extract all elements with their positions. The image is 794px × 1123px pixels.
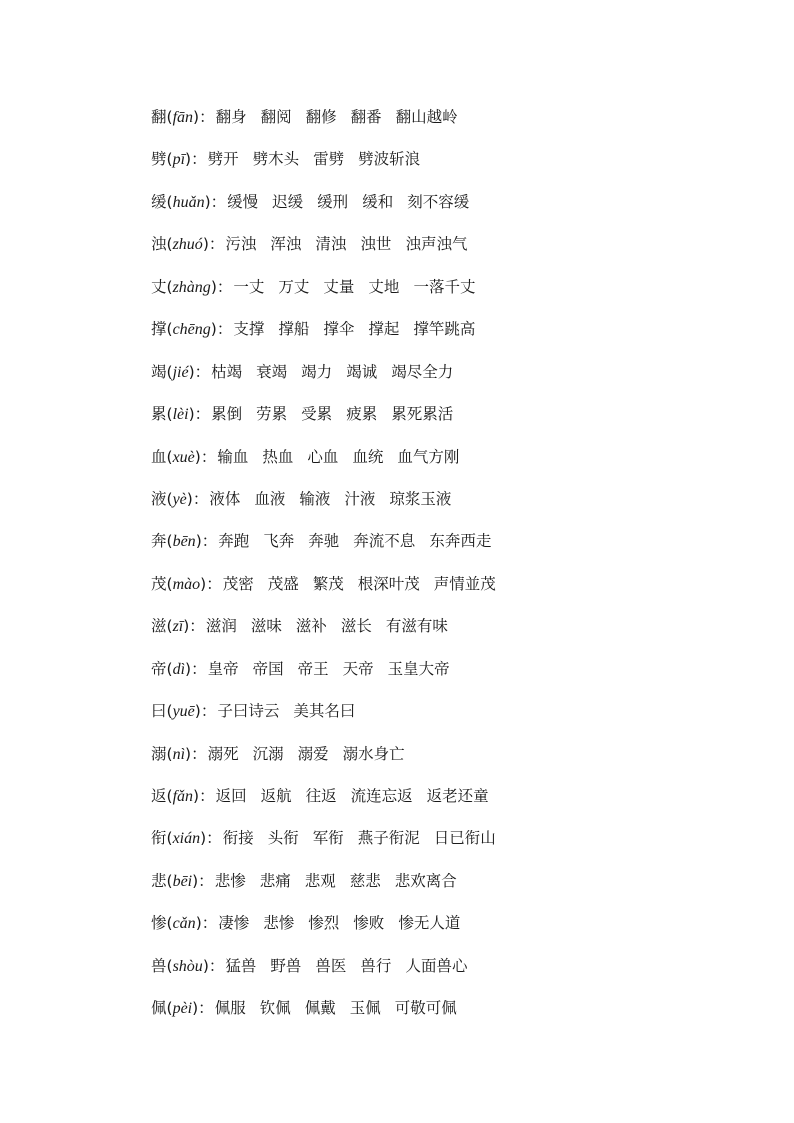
- entry-character: 撑: [151, 320, 167, 339]
- example-word: 支撑: [233, 320, 265, 339]
- example-word: 竭诚: [346, 362, 378, 381]
- example-word: 浊声浊气: [405, 235, 468, 254]
- example-word: 劈木头: [252, 150, 300, 169]
- pinyin-open-paren: (: [166, 914, 173, 933]
- pinyin-open-paren: (: [166, 108, 173, 126]
- entry-character: 奔: [151, 532, 167, 551]
- entry-character: 血: [151, 447, 167, 466]
- entry-character: 液: [151, 489, 167, 508]
- entry-pinyin: lèi: [172, 406, 189, 424]
- pinyin-close-paren: )：: [185, 150, 207, 169]
- example-word: 返回: [215, 787, 247, 805]
- vocab-entry: [151, 572, 751, 614]
- example-word: 玉佩: [349, 999, 381, 1018]
- vocab-entry: [151, 360, 751, 402]
- entry-pinyin: pèi: [172, 1000, 193, 1018]
- pinyin-open-paren: (: [166, 871, 173, 890]
- example-word: 滋味: [250, 617, 282, 636]
- pinyin-open-paren: (: [166, 405, 173, 424]
- example-word: 兽行: [360, 956, 392, 975]
- example-word: 劈开: [207, 150, 239, 169]
- example-word: 撑船: [278, 320, 310, 339]
- example-word: 子曰诗云: [217, 702, 280, 721]
- example-word: 撑竿跳高: [413, 320, 476, 339]
- pinyin-close-paren: )：: [202, 235, 225, 254]
- pinyin-open-paren: (: [166, 447, 173, 466]
- vocab-entry: [151, 784, 751, 826]
- pinyin-close-paren: )：: [185, 659, 207, 678]
- entry-pinyin: fān: [172, 109, 194, 126]
- entry-pinyin: pī: [172, 151, 186, 169]
- example-word: 野兽: [270, 956, 302, 975]
- pinyin-close-paren: )：: [195, 914, 218, 933]
- entry-character: 滋: [151, 617, 167, 636]
- example-word: 悲欢离合: [394, 871, 457, 890]
- vocab-entry: [151, 911, 751, 953]
- example-word: 污浊: [225, 235, 257, 254]
- example-word: 兽医: [315, 956, 347, 975]
- pinyin-close-paren: )：: [200, 829, 222, 848]
- example-word: 枯竭: [211, 362, 243, 381]
- pinyin-close-paren: )：: [204, 192, 227, 211]
- pinyin-close-paren: )：: [192, 871, 214, 890]
- entry-character: 曰: [151, 702, 167, 721]
- entry-pinyin: xuè: [172, 448, 195, 466]
- entry-pinyin: yè: [172, 490, 187, 508]
- example-word: 钦佩: [259, 999, 291, 1018]
- entry-pinyin: nì: [172, 745, 186, 763]
- entry-pinyin: fǎn: [172, 788, 194, 805]
- vocab-entry: [151, 869, 751, 911]
- pinyin-open-paren: (: [166, 744, 173, 763]
- pinyin-open-paren: (: [166, 659, 173, 678]
- pinyin-close-paren: )：: [194, 702, 217, 721]
- example-word: 心血: [307, 447, 339, 466]
- example-word: 竭尽全力: [391, 362, 454, 381]
- vocab-entry: [151, 275, 751, 317]
- example-word: 惨败: [353, 914, 385, 933]
- example-word: 刻不容缓: [407, 192, 470, 211]
- example-word: 美其名曰: [293, 702, 356, 721]
- entry-character: 茂: [151, 574, 167, 593]
- example-word: 悲观: [304, 871, 336, 890]
- pinyin-open-paren: (: [166, 320, 173, 339]
- example-word: 茂盛: [267, 574, 299, 593]
- example-word: 缓和: [362, 192, 394, 211]
- vocabulary-list: [151, 105, 751, 1039]
- entry-pinyin: zhuó: [172, 236, 203, 254]
- entry-pinyin: shòu: [172, 957, 203, 975]
- vocab-entry: [151, 190, 751, 232]
- entry-pinyin: bēi: [172, 872, 193, 890]
- example-word: 翻修: [305, 108, 337, 126]
- example-word: 劳累: [256, 405, 288, 424]
- entry-character: 兽: [151, 956, 167, 975]
- entry-pinyin: zī: [172, 618, 184, 636]
- example-word: 滋补: [295, 617, 327, 636]
- example-word: 撑伞: [323, 320, 355, 339]
- example-word: 繁茂: [312, 574, 344, 593]
- entry-character: 浊: [151, 235, 167, 254]
- example-word: 滋润: [205, 617, 237, 636]
- entry-pinyin: dì: [172, 660, 186, 678]
- entry-character: 返: [151, 787, 167, 805]
- vocab-entry: [151, 317, 751, 359]
- example-word: 血液: [254, 489, 286, 508]
- pinyin-open-paren: (: [166, 999, 173, 1018]
- vocab-entry: [151, 487, 751, 529]
- vocab-entry: [151, 529, 751, 571]
- pinyin-close-paren: )：: [185, 744, 207, 763]
- entry-character: 丈: [151, 277, 167, 296]
- example-word: 流连忘返: [350, 787, 413, 805]
- pinyin-close-paren: )：: [200, 574, 222, 593]
- example-word: 军衔: [312, 829, 344, 848]
- example-word: 溺爱: [297, 744, 329, 763]
- entry-character: 缓: [151, 192, 167, 211]
- entry-pinyin: jié: [172, 363, 189, 381]
- entry-pinyin: chēng: [172, 321, 211, 339]
- example-word: 猛兽: [225, 956, 257, 975]
- example-word: 沉溺: [252, 744, 284, 763]
- example-word: 丈量: [323, 277, 355, 296]
- pinyin-open-paren: (: [166, 235, 173, 254]
- pinyin-open-paren: (: [166, 150, 173, 169]
- example-word: 衰竭: [256, 362, 288, 381]
- entry-pinyin: bēn: [172, 533, 196, 551]
- example-word: 东奔西走: [429, 532, 492, 551]
- pinyin-close-paren: )：: [188, 405, 211, 424]
- pinyin-close-paren: )：: [210, 320, 233, 339]
- example-word: 玉皇大帝: [387, 659, 450, 678]
- example-word: 浑浊: [270, 235, 302, 254]
- entry-character: 悲: [151, 871, 167, 890]
- pinyin-close-paren: )：: [195, 532, 218, 551]
- example-word: 热血: [262, 447, 294, 466]
- example-word: 慈悲: [349, 871, 381, 890]
- example-word: 凄惨: [218, 914, 250, 933]
- example-word: 血气方刚: [397, 447, 460, 466]
- entry-pinyin: zhàng: [172, 278, 211, 296]
- pinyin-close-paren: )：: [193, 787, 215, 805]
- vocab-entry: [151, 232, 751, 274]
- entry-pinyin: xián: [172, 830, 201, 848]
- example-word: 受累: [301, 405, 333, 424]
- example-word: 溺死: [207, 744, 239, 763]
- example-word: 悲惨: [214, 871, 246, 890]
- example-word: 液体: [209, 489, 241, 508]
- example-word: 溺水身亡: [342, 744, 405, 763]
- example-word: 天帝: [342, 659, 374, 678]
- example-word: 惨烈: [308, 914, 340, 933]
- vocab-entry: [151, 699, 751, 741]
- example-word: 茂密: [222, 574, 254, 593]
- example-word: 佩服: [214, 999, 246, 1018]
- example-word: 一落千丈: [413, 277, 476, 296]
- example-word: 输液: [299, 489, 331, 508]
- example-word: 万丈: [278, 277, 310, 296]
- entry-character: 翻: [151, 108, 167, 126]
- example-word: 返航: [260, 787, 292, 805]
- example-word: 累倒: [211, 405, 243, 424]
- entry-character: 溺: [151, 744, 167, 763]
- example-word: 帝国: [252, 659, 284, 678]
- example-word: 飞奔: [263, 532, 295, 551]
- example-word: 悲痛: [259, 871, 291, 890]
- example-word: 声情並茂: [433, 574, 496, 593]
- example-word: 日已衔山: [433, 829, 496, 848]
- example-word: 翻番: [350, 108, 382, 126]
- example-word: 汁液: [344, 489, 376, 508]
- example-word: 缓慢: [227, 192, 259, 211]
- example-word: 帝王: [297, 659, 329, 678]
- pinyin-close-paren: )：: [202, 956, 225, 975]
- entry-pinyin: cǎn: [172, 915, 196, 933]
- example-word: 往返: [305, 787, 337, 805]
- pinyin-close-paren: )：: [188, 362, 211, 381]
- example-word: 劈波斩浪: [358, 150, 421, 169]
- pinyin-open-paren: (: [166, 702, 173, 721]
- pinyin-close-paren: )：: [210, 277, 233, 296]
- example-word: 翻山越岭: [395, 108, 458, 126]
- entry-character: 惨: [151, 914, 167, 933]
- vocab-entry: [151, 826, 751, 868]
- example-word: 输血: [217, 447, 249, 466]
- pinyin-open-paren: (: [166, 787, 173, 805]
- pinyin-close-paren: )：: [192, 999, 214, 1018]
- pinyin-open-paren: (: [166, 532, 173, 551]
- vocab-entry: [151, 105, 751, 147]
- example-word: 奔驰: [308, 532, 340, 551]
- example-word: 翻阅: [260, 108, 292, 126]
- pinyin-open-paren: (: [166, 956, 173, 975]
- vocab-entry: [151, 742, 751, 784]
- pinyin-open-paren: (: [166, 489, 173, 508]
- example-word: 可敬可佩: [394, 999, 457, 1018]
- example-word: 惨无人道: [398, 914, 461, 933]
- pinyin-open-paren: (: [166, 362, 173, 381]
- vocab-entry: [151, 996, 751, 1038]
- example-word: 滋长: [340, 617, 372, 636]
- pinyin-open-paren: (: [166, 192, 173, 211]
- example-word: 悲惨: [263, 914, 295, 933]
- pinyin-close-paren: )：: [183, 617, 205, 636]
- example-word: 皇帝: [207, 659, 239, 678]
- example-word: 雷劈: [313, 150, 345, 169]
- example-word: 疲累: [346, 405, 378, 424]
- vocab-entry: [151, 614, 751, 656]
- vocab-entry: [151, 954, 751, 996]
- entry-character: 劈: [151, 150, 167, 169]
- vocab-entry: [151, 402, 751, 444]
- pinyin-open-paren: (: [166, 617, 173, 636]
- pinyin-close-paren: )：: [193, 108, 215, 126]
- example-word: 奔跑: [218, 532, 250, 551]
- entry-character: 竭: [151, 362, 167, 381]
- pinyin-close-paren: )：: [194, 447, 217, 466]
- entry-pinyin: huǎn: [172, 193, 205, 211]
- example-word: 缓刑: [317, 192, 349, 211]
- pinyin-close-paren: )：: [186, 489, 209, 508]
- example-word: 燕子衔泥: [357, 829, 420, 848]
- example-word: 佩戴: [304, 999, 336, 1018]
- vocab-entry: [151, 445, 751, 487]
- entry-character: 衔: [151, 829, 167, 848]
- entry-pinyin: yuē: [172, 703, 195, 721]
- example-word: 头衔: [267, 829, 299, 848]
- example-word: 翻身: [215, 108, 247, 126]
- entry-character: 帝: [151, 659, 167, 678]
- pinyin-open-paren: (: [166, 277, 173, 296]
- entry-character: 累: [151, 405, 167, 424]
- entry-character: 佩: [151, 999, 167, 1018]
- example-word: 根深叶茂: [357, 574, 420, 593]
- example-word: 琼浆玉液: [389, 489, 452, 508]
- example-word: 一丈: [233, 277, 265, 296]
- example-word: 竭力: [301, 362, 333, 381]
- example-word: 奔流不息: [353, 532, 416, 551]
- pinyin-open-paren: (: [166, 829, 173, 848]
- entry-pinyin: mào: [172, 575, 201, 593]
- example-word: 血统: [352, 447, 384, 466]
- example-word: 有滋有味: [385, 617, 448, 636]
- example-word: 人面兽心: [405, 956, 468, 975]
- example-word: 返老还童: [426, 787, 489, 805]
- example-word: 累死累活: [391, 405, 454, 424]
- example-word: 迟缓: [272, 192, 304, 211]
- example-word: 清浊: [315, 235, 347, 254]
- example-word: 撑起: [368, 320, 400, 339]
- pinyin-open-paren: (: [166, 574, 173, 593]
- example-word: 丈地: [368, 277, 400, 296]
- vocab-entry: [151, 147, 751, 189]
- vocab-entry: [151, 657, 751, 699]
- example-word: 浊世: [360, 235, 392, 254]
- example-word: 衔接: [222, 829, 254, 848]
